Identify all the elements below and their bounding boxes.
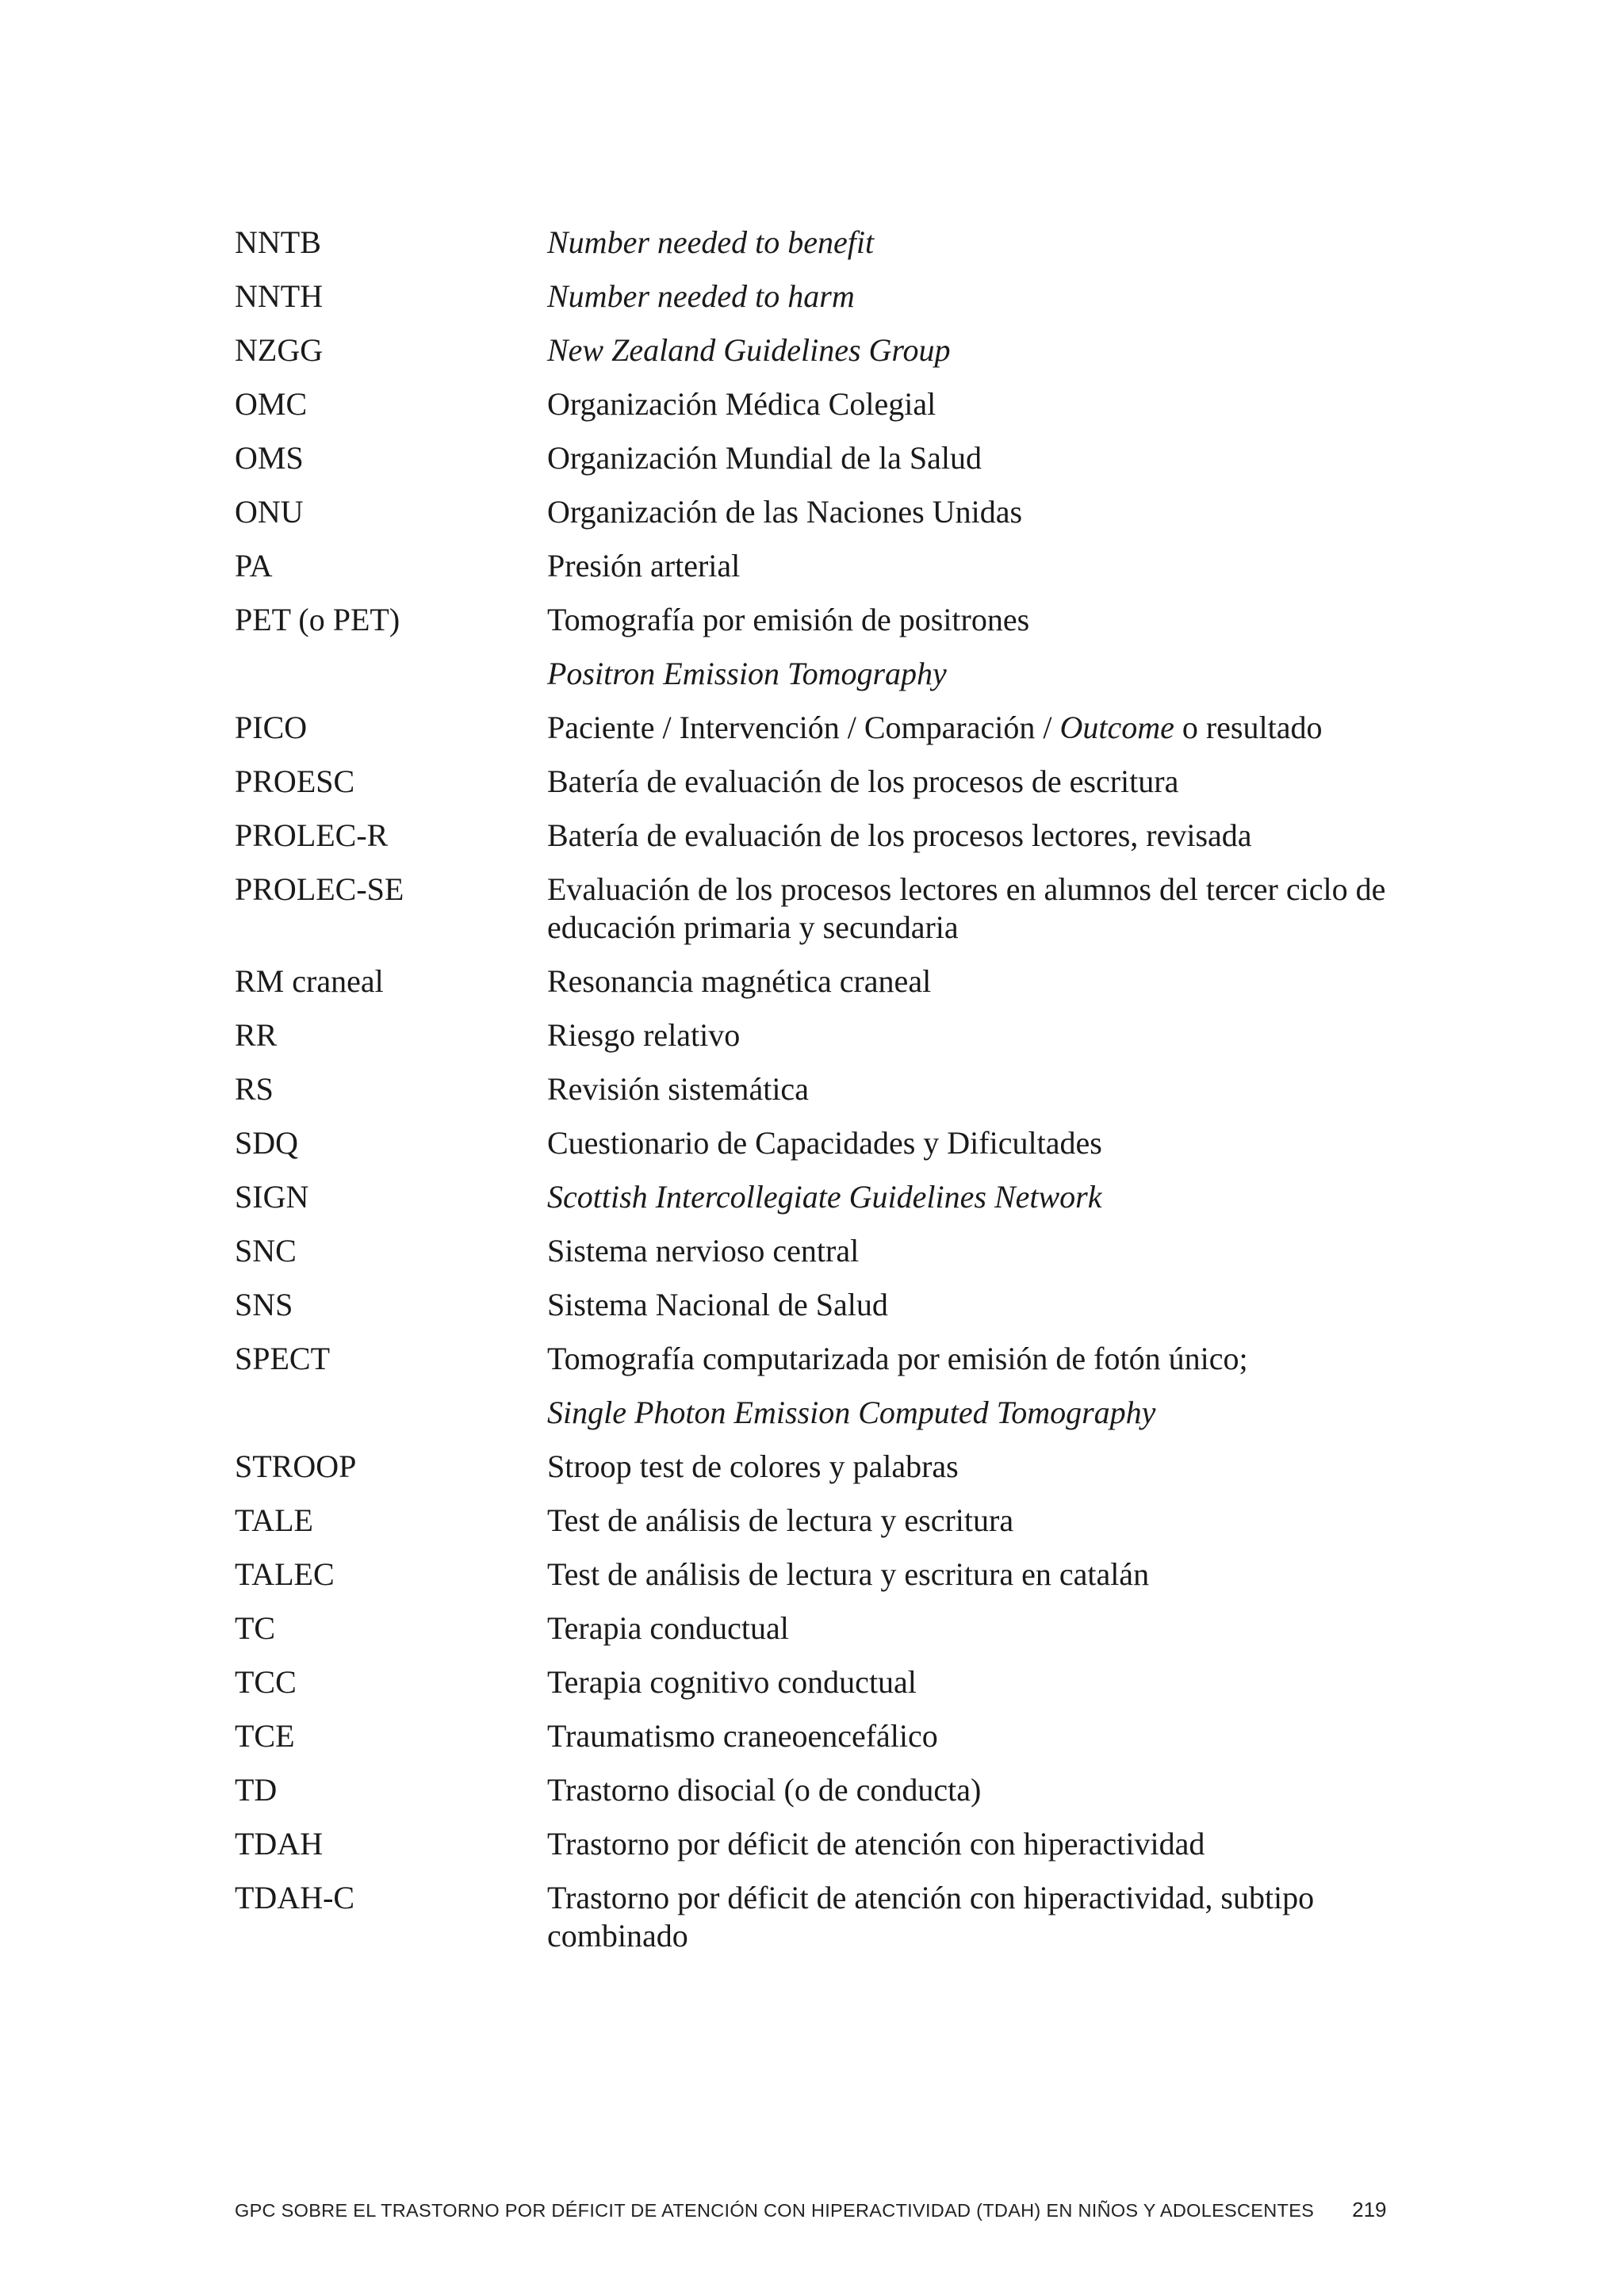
glossary-entry xyxy=(235,1879,1392,1971)
glossary-entry xyxy=(235,709,1392,763)
glossary-entry xyxy=(235,493,1392,547)
abbreviation: RS xyxy=(235,1071,274,1107)
definition-text: Trastorno por déficit de atención con hiperactividad xyxy=(547,1826,1205,1862)
glossary-entry xyxy=(235,1609,1392,1663)
definition xyxy=(547,1232,1392,1270)
definition xyxy=(547,709,1392,747)
abbreviation: SNS xyxy=(235,1287,293,1322)
abbreviation: OMS xyxy=(235,440,304,476)
glossary-entry xyxy=(235,224,1392,277)
glossary-entry xyxy=(235,1663,1392,1717)
definition-text: Trastorno disocial (o de conducta) xyxy=(547,1772,982,1808)
definition-italic-text: Outcome xyxy=(1059,710,1174,745)
definition xyxy=(547,1124,1392,1162)
definition xyxy=(547,1178,1392,1216)
definition-text: Terapia cognitivo conductual xyxy=(547,1664,917,1700)
glossary-entry xyxy=(235,1771,1392,1825)
abbreviation: TD xyxy=(235,1772,278,1808)
glossary-entry xyxy=(235,962,1392,1016)
glossary-entry xyxy=(235,1070,1392,1124)
definition-text: Batería de evaluación de los procesos de escritura xyxy=(547,763,1179,799)
abbreviation: RM craneal xyxy=(235,963,384,999)
glossary-entry xyxy=(235,1448,1392,1502)
abbreviation-list xyxy=(235,224,1392,1971)
glossary-entry xyxy=(235,1502,1392,1556)
abbreviation: TCC xyxy=(235,1664,297,1700)
running-title: GPC SOBRE EL TRASTORNO POR DÉFICIT DE ATENCIÓN CON HIPERACTIVIDAD (TDAH) EN NIÑOS Y ADOLESCENTES xyxy=(235,2200,1315,2221)
abbreviation: SDQ xyxy=(235,1125,299,1161)
definition xyxy=(547,1016,1392,1054)
definition xyxy=(547,1394,1392,1432)
definition-text: Organización Mundial de la Salud xyxy=(547,440,982,476)
definition-italic-text: New Zealand Guidelines Group xyxy=(547,332,951,368)
glossary-entry xyxy=(235,1016,1392,1070)
definition xyxy=(547,277,1392,316)
abbreviation: TALEC xyxy=(235,1556,335,1592)
definition-text: Tomografía por emisión de positrones xyxy=(547,602,1030,637)
glossary-entry xyxy=(235,1825,1392,1879)
abbreviation: PROLEC-SE xyxy=(235,871,404,907)
page-footer xyxy=(235,2198,1408,2222)
abbreviation: ONU xyxy=(235,494,304,530)
definition xyxy=(547,1879,1392,1955)
page-number: 219 xyxy=(1352,2198,1387,2221)
definition xyxy=(547,1286,1392,1324)
abbreviation: PET (o PET) xyxy=(235,602,400,637)
glossary-entry xyxy=(235,763,1392,817)
definition xyxy=(547,601,1392,639)
glossary-entry xyxy=(235,871,1392,962)
abbreviation: PROESC xyxy=(235,763,355,799)
definition-text: Trastorno por déficit de atención con hiperactividad, subtipo combinado xyxy=(547,1880,1315,1954)
definition xyxy=(547,763,1392,801)
definition-text: Sistema Nacional de Salud xyxy=(547,1287,888,1322)
definition-text: Resonancia magnética craneal xyxy=(547,963,932,999)
definition-text: Sistema nervioso central xyxy=(547,1233,860,1269)
definition-text: Revisión sistemática xyxy=(547,1071,809,1107)
abbreviation: NNTB xyxy=(235,224,321,260)
definition xyxy=(547,1556,1392,1594)
definition-text: Riesgo relativo xyxy=(547,1017,741,1053)
abbreviation: TDAH xyxy=(235,1826,324,1862)
definition-italic-text: Scottish Intercollegiate Guidelines Network xyxy=(547,1179,1102,1215)
definition xyxy=(547,817,1392,855)
definition xyxy=(547,655,1392,693)
definition xyxy=(547,871,1392,947)
abbreviation: TALE xyxy=(235,1502,313,1538)
definition-text: o resultado xyxy=(1174,710,1323,745)
glossary-entry xyxy=(235,331,1392,385)
abbreviation: NZGG xyxy=(235,332,324,368)
definition xyxy=(547,1448,1392,1486)
definition xyxy=(547,1609,1392,1647)
definition-text: Evaluación de los procesos lectores en alumnos del tercer ciclo de educación primaria y secundaria xyxy=(547,871,1386,945)
abbreviation: RR xyxy=(235,1017,278,1053)
glossary-entry xyxy=(235,817,1392,871)
abbreviation: PROLEC-R xyxy=(235,817,389,853)
definition-text: Organización Médica Colegial xyxy=(547,386,936,422)
definition xyxy=(547,439,1392,477)
glossary-entry xyxy=(235,547,1392,601)
glossary-entry xyxy=(235,1286,1392,1340)
abbreviation: TDAH-C xyxy=(235,1880,355,1915)
definition xyxy=(547,547,1392,585)
glossary-entry xyxy=(235,1178,1392,1232)
glossary-entry xyxy=(235,1124,1392,1178)
definition-italic-text: Single Photon Emission Computed Tomography xyxy=(547,1395,1156,1430)
abbreviation: PA xyxy=(235,548,273,584)
definition xyxy=(547,1502,1392,1540)
definition-text: Paciente / Intervención / Comparación / xyxy=(547,710,1060,745)
definition xyxy=(547,493,1392,531)
abbreviation: SNC xyxy=(235,1233,297,1269)
definition-text: Traumatismo craneoencefálico xyxy=(547,1718,938,1754)
definition xyxy=(547,385,1392,423)
abbreviation: TCE xyxy=(235,1718,295,1754)
definition xyxy=(547,962,1392,1001)
definition-text: Cuestionario de Capacidades y Dificultades xyxy=(547,1125,1102,1161)
abbreviation: STROOP xyxy=(235,1448,357,1484)
glossary-entry xyxy=(235,1232,1392,1286)
abbreviation: SPECT xyxy=(235,1341,331,1376)
abbreviation: NNTH xyxy=(235,278,324,314)
glossary-entry xyxy=(235,1717,1392,1771)
definition xyxy=(547,331,1392,369)
definition-text: Test de análisis de lectura y escritura xyxy=(547,1502,1014,1538)
glossary-entry xyxy=(235,1340,1392,1394)
definition xyxy=(547,1771,1392,1809)
glossary-entry xyxy=(235,1394,1392,1448)
definition-text: Presión arterial xyxy=(547,548,741,584)
glossary-entry xyxy=(235,601,1392,655)
definition-italic-text: Number needed to harm xyxy=(547,278,855,314)
definition-text: Batería de evaluación de los procesos lectores, revisada xyxy=(547,817,1252,853)
abbreviation: PICO xyxy=(235,710,308,745)
glossary-entry xyxy=(235,655,1392,709)
definition-italic-text: Positron Emission Tomography xyxy=(547,656,947,691)
definition xyxy=(547,1663,1392,1701)
definition-text: Stroop test de colores y palabras xyxy=(547,1448,959,1484)
glossary-entry xyxy=(235,1556,1392,1609)
definition-text: Organización de las Naciones Unidas xyxy=(547,494,1023,530)
definition-text: Terapia conductual xyxy=(547,1610,789,1646)
definition-text: Test de análisis de lectura y escritura en catalán xyxy=(547,1556,1150,1592)
definition-italic-text: Number needed to benefit xyxy=(547,224,875,260)
abbreviation: TC xyxy=(235,1610,276,1646)
glossary-entry xyxy=(235,277,1392,331)
definition-text: Tomografía computarizada por emisión de fotón único; xyxy=(547,1341,1248,1376)
glossary-entry xyxy=(235,385,1392,439)
glossary-entry xyxy=(235,439,1392,493)
definition xyxy=(547,1825,1392,1863)
definition xyxy=(547,224,1392,262)
definition xyxy=(547,1070,1392,1108)
abbreviation: OMC xyxy=(235,386,308,422)
abbreviation: SIGN xyxy=(235,1179,309,1215)
definition xyxy=(547,1717,1392,1755)
definition xyxy=(547,1340,1392,1378)
